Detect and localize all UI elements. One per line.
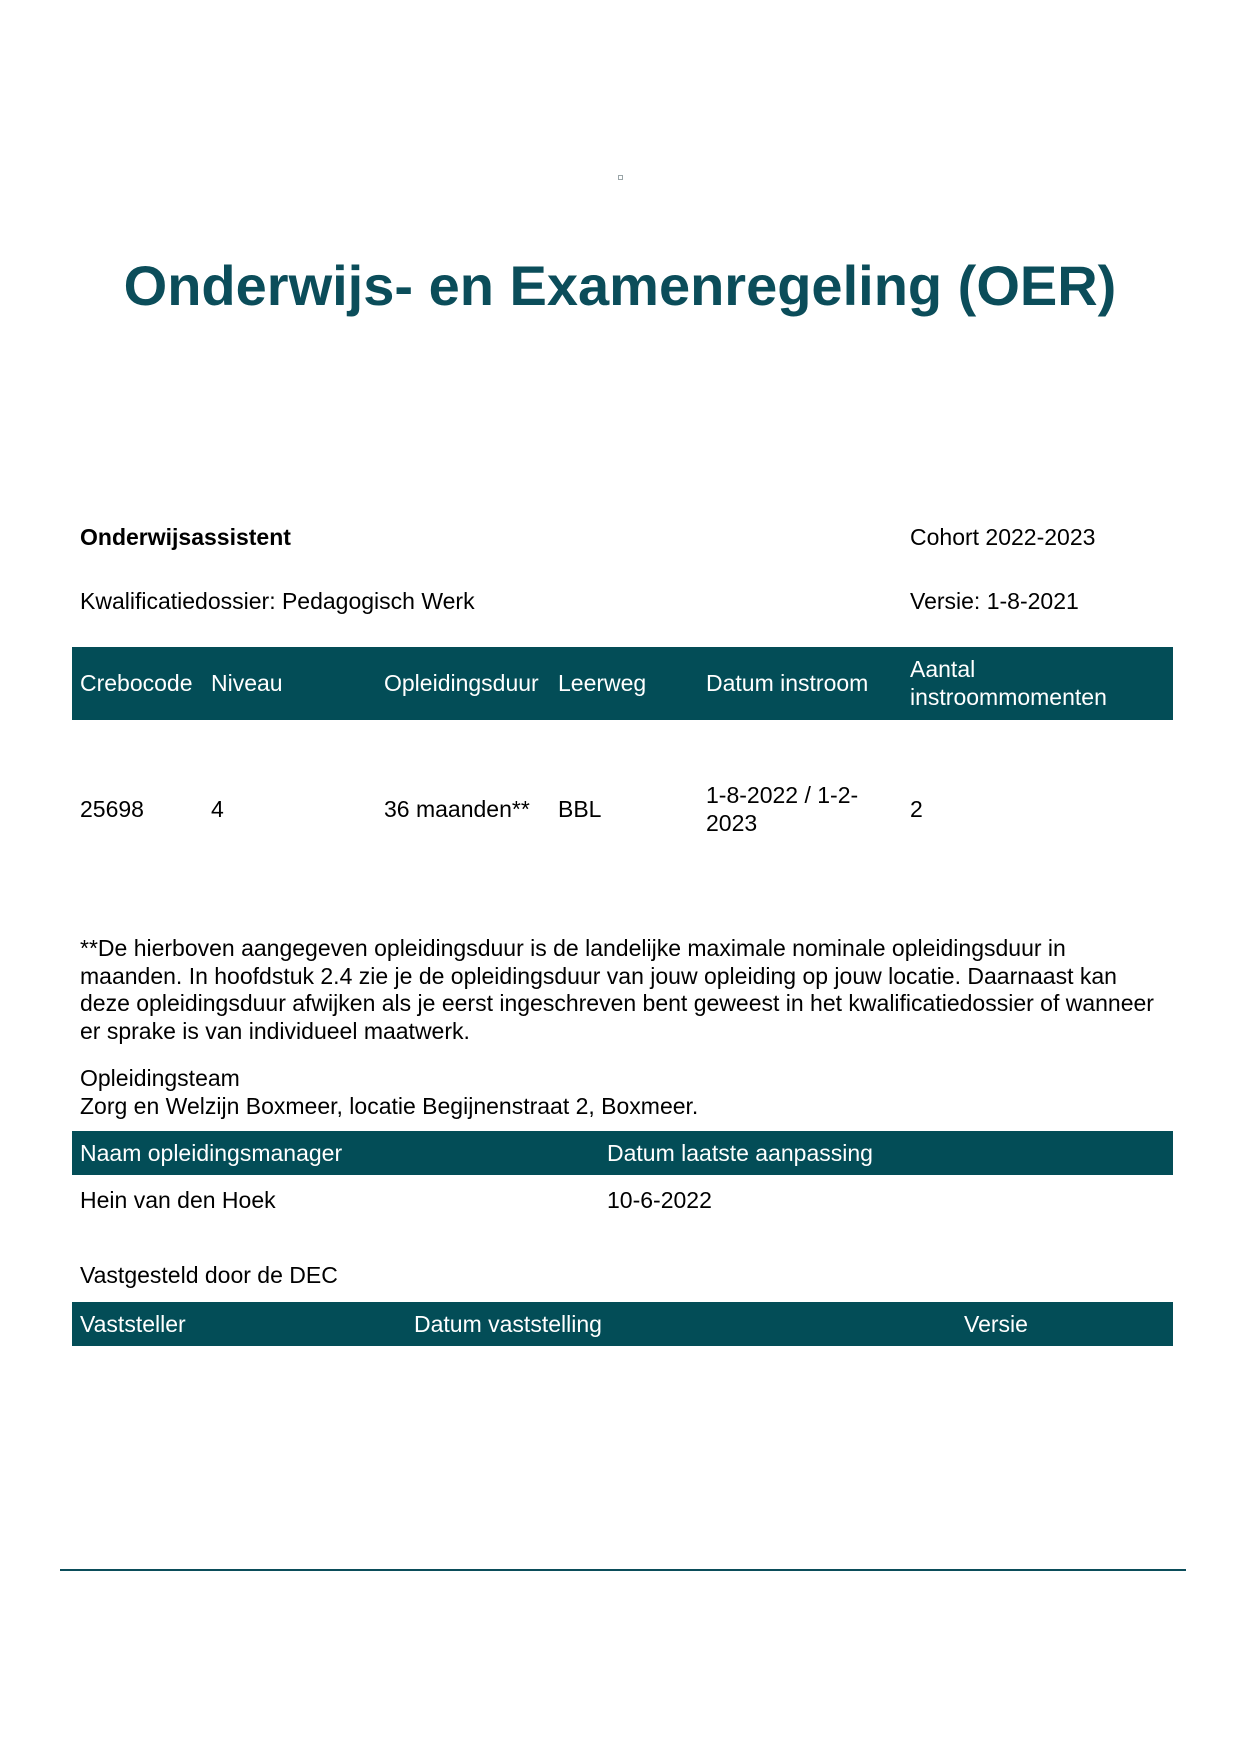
program-name: Onderwijsassistent (80, 524, 291, 550)
version-label: Versie: 1-8-2021 (910, 588, 1079, 614)
header-versie: Versie (964, 1311, 1028, 1337)
program-table-header (72, 647, 1173, 720)
team-location: Zorg en Welzijn Boxmeer, locatie Begijnenstraat 2, Boxmeer. (80, 1093, 699, 1119)
header-datum-laatste-aanpassing: Datum laatste aanpassing (607, 1140, 873, 1166)
cell-crebocode: 25698 (80, 796, 144, 822)
header-naam-opleidingsmanager: Naam opleidingsmanager (80, 1140, 343, 1166)
qualification-dossier: Kwalificatiedossier: Pedagogisch Werk (80, 588, 475, 614)
cell-aantal-instroommomenten: 2 (910, 796, 923, 822)
cohort-label: Cohort 2022-2023 (910, 524, 1096, 550)
document-title: Onderwijs- en Examenregeling (OER) (123, 254, 1117, 317)
header-leerweg: Leerweg (558, 670, 647, 696)
established-label: Vastgesteld door de DEC (80, 1262, 338, 1288)
duration-footnote: **De hierboven aangegeven opleidingsduur is de landelijke maximale nominale opleidingsduur in maanden. In hoofdstuk 2.4 zie je de opleidingsduur van jouw opleiding op jouw locatie. Daarnaast kan deze opleidingsduur afwijken als je eerst ingeschreven bent geweest in het kwalificatiedossier of wanneer er sprake is van individueel maatwerk. (80, 935, 1154, 1044)
established-table-header (72, 1302, 1173, 1346)
header-datum-vaststelling: Datum vaststelling (414, 1311, 602, 1337)
placeholder-image-mark (618, 175, 623, 180)
header-datum-instroom: Datum instroom (706, 670, 869, 696)
header-opleidingsduur: Opleidingsduur (384, 670, 539, 696)
cell-last-modified: 10-6-2022 (607, 1187, 712, 1213)
manager-table-header (72, 1131, 1173, 1175)
header-vaststeller: Vaststeller (80, 1311, 186, 1337)
cell-datum-instroom: 1-8-2022 / 1-2-2023 (706, 782, 859, 836)
cell-opleidingsduur: 36 maanden** (384, 796, 530, 822)
footer-divider (60, 1569, 1186, 1571)
header-aantal-instroommomenten: Aantal instroommomenten (910, 656, 1107, 710)
header-niveau: Niveau (211, 670, 283, 696)
cell-niveau: 4 (211, 796, 224, 822)
cell-manager-name: Hein van den Hoek (80, 1187, 276, 1213)
header-crebocode: Crebocode (80, 670, 193, 696)
team-label: Opleidingsteam (80, 1065, 240, 1091)
cell-leerweg: BBL (558, 796, 602, 822)
